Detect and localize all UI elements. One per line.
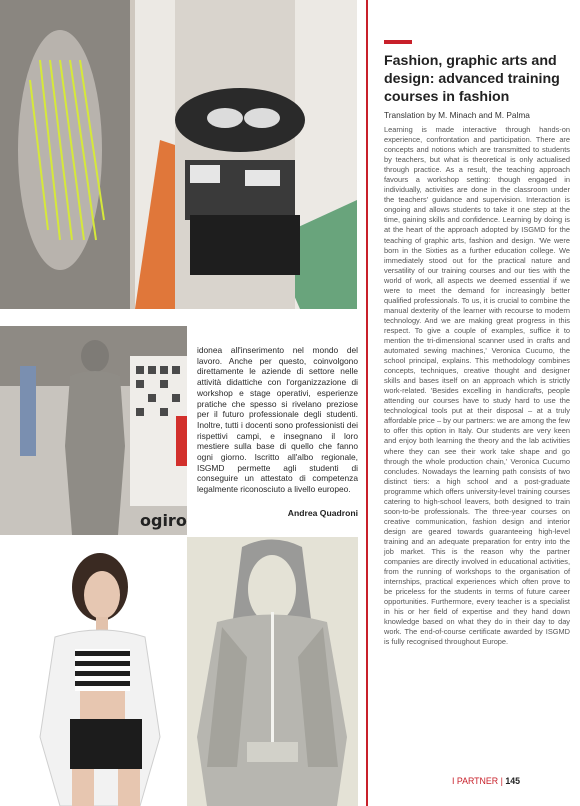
fashion-exhibit-photo: [0, 0, 357, 309]
article-title: Fashion, graphic arts and design: advanced training courses in fashion: [384, 53, 560, 105]
footer-separator: |: [498, 776, 506, 786]
author-name: Andrea Quadroni: [287, 508, 358, 518]
page-footer: [452, 776, 520, 786]
sign-text: ogiro: [140, 511, 187, 530]
english-body-text: Learning is made interactive through hands-on experience, confrontation and participation. There are concepts and notions which are transmitted to students by teachers, but what is theoretical is only actualised through practice. As a result, the teaching approach favours a workshop setting: though engaged in individually, activities are done in the classroom under the teachers' guidance and supervision. Interaction is ongoing and allows students to take it one step at the time, gaining skills and confidence. Learning by doing is at the heart of the approach adopted by ISGMD for the teaching of graphic arts, fashion and design. 'We were born in the Sixties as a further education college. We immediately stood out for the practical nature and versatility of our training courses and our ties with the world of work, all aspects we deemed essential if we were to meet the demand for increasingly better qualified professionals. To us, it is crucial to combine the manual dexterity of the learner with recourse to modern technology. And we are making great progress in this respect. To give a couple of examples, suffice it to mention the tri-dimensional scanner used in crafts and automated sewing machines,' Veronica Cucumo, the school principal, explains. This methodology combines concepts, techniques, creative thought and designer skills and bases itself on an approach which is strictly work-related. 'Besides excelling in handicrafts, people attending our courses have to study hard to use the technological tools put at their disposal – at a truly affordable price – by our partners: we are among the few to offer this option in Italy. Our students are very keen and enjoy both learning the theory and the lab activities where they can see their work take shape and go through the whole production chain,' Veronica Cucumo concludes. Nowadays the learning path consists of two distinct tiers: a high school and a post-graduate programme which offers university-level training courses catering to high-school leavers, both designed to train soon-to-be professionals. The three-year courses on creative communication, fashion design and interior design are geared towards guaranteeing high-level training and an adequate preparation for entry into the job market. This is the reason why the partner companies are directly involved in educational activities, from the running of workshops to the organisation of internships, practical experiences which often prove to be priceless for the students in terms of future career opportunities. Furthermore, every teacher is a specialist in his or her field of expertise and they hand down knowledge based on what they do in their day to day work. The end-of-course certificate awarded by ISGMD is fully recognised throughout Europe.: [384, 125, 570, 647]
footer-bar: I: [452, 776, 457, 786]
page-number: 145: [505, 776, 520, 786]
italian-body-text: idonea all'inserimento nel mondo del lavoro. Anche per questo, coinvolgono direttamente le aziende di settore nelle attività didattiche con l'organizzazione di workshop e stage operativi, esperienze pratiche che spesso si rivelano preziose per il futuro professionale degli studenti. Inoltre, tutti i docenti sono professionisti dei rispettivi campi, e insegnano il loro mestiere sulla base di quello che fanno ogni giorno. Iscritto all'albo regionale, ISGMD permette agli studenti di conseguire un attestato di competenza legalmente riconosciuto a livello europeo.: [197, 345, 358, 495]
translation-credit: Translation by M. Minach and M. Palma: [384, 110, 530, 120]
model-photo: [0, 537, 181, 806]
section-label: PARTNER: [456, 776, 499, 786]
title-rule: [384, 40, 412, 44]
column-divider: [366, 0, 368, 806]
mannequin-display-photo: [0, 326, 187, 535]
hooded-jacket-photo: [187, 537, 358, 806]
